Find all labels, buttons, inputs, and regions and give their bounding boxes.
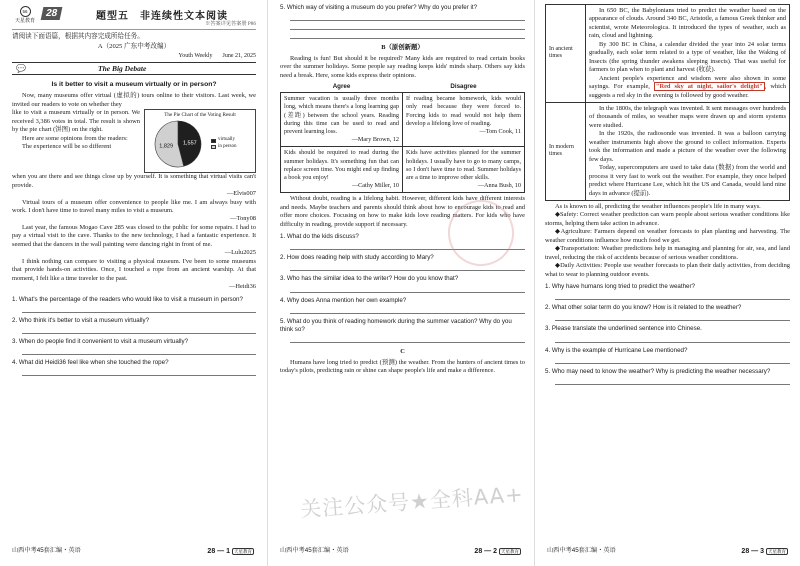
intro-paragraph: Now, many museums offer virtual (虚拟的) tours online to their visitors. Last week, we invited our readers to vote on whether they — [12, 92, 256, 108]
section-a-label: A（2025 广东中考改编） — [97, 42, 171, 50]
answer-line[interactable] — [555, 376, 790, 385]
footer-badge: 天星教育 — [234, 548, 252, 554]
page-number: 28 — 1 — [207, 547, 230, 555]
footer-book-title: 山西中考45套汇编・英语 — [12, 547, 81, 555]
answer-line[interactable] — [290, 21, 525, 30]
chart-legend — [211, 137, 236, 150]
opinion-text: If reading became homework, kids would only read because they were forced to. Forcing kids to read would not help them develop a lifelong love of reading. — [406, 95, 521, 127]
question-b3: 3. Who has the similar idea to the writer? How do you know that? — [280, 275, 459, 283]
opinion-cell — [403, 93, 525, 147]
legend-item-in-person — [211, 144, 236, 151]
answer-line[interactable] — [22, 304, 256, 313]
bullet-agriculture: ◆Agriculture: Farmers depend on weather forecasts to plan planting and harvesting. The weather conditions influence how much food we get. — [545, 228, 790, 244]
answer-line[interactable] — [22, 325, 256, 334]
banner-title: The Big Debate — [98, 64, 147, 74]
section-b-intro: Reading is fun! But should it be required? Many kids are required to read certain books over the summer holidays. Some people say reading keeps kids' minds sharp. Others say kids need a break. Here, some kids express their opinions. — [280, 54, 525, 79]
signature: —Mary Brown, 12 — [351, 136, 399, 144]
publisher-logo — [14, 6, 36, 25]
legend-item-virtually — [211, 137, 236, 144]
opinion-cell — [281, 93, 403, 147]
question-2: 2. Who think it's better to visit a museum virtually? — [12, 316, 150, 324]
signature: —Anna Bush, 10 — [477, 182, 521, 190]
ancient-paragraph-2: By 300 BC in China, a calendar divided the year into 24 solar terms gradually, each solar term related to a type of weather, like the Waking of Insects (the spring thunder awakens sleeping insects). That was useful for farmers to plan when to plant and harvest (收获). — [589, 40, 786, 74]
pie-data-label: 1,829 — [159, 143, 174, 150]
answer-line[interactable] — [22, 367, 256, 376]
opinion-text: Summer vacation is usually three months long, which means there's a long learning gap (差距) between the school years. Reading during this time can be used to read and prevent learning loss. — [284, 95, 399, 135]
bullet-transportation: ◆Transportation: Weather predictions help in managing and planning for air, sea, and land travel, reducing the risk of accidents because of serious weather conditions. — [545, 245, 790, 261]
row-label-ancient: In ancient times — [546, 5, 586, 103]
modern-paragraph-2: In the 1920s, the radiosonde was invented. It was a balloon carrying weather instruments high above the ground to collect information. Experts took the information and made a picture of the weather over the following few days. — [589, 130, 786, 163]
modern-paragraph-3: Today, supercomputers are used to take data (数据) from the world and process it very fast to work out the weather. For example, they once helped predict where Hurricane Lee, which hit the US and Canada, would land nine days in advance (提前). — [589, 164, 786, 197]
question-b4: 4. Why does Anna mention her own example? — [280, 296, 407, 304]
question-b5: 5. What do you think of reading homework during the summer vacation? Why do you think so? — [280, 317, 512, 333]
page-1 — [0, 0, 266, 566]
signature: —Tony08 — [230, 215, 256, 223]
question-a5: 5. Which way of visiting a museum do you prefer? Why do you prefer it? — [280, 4, 478, 11]
opinion-cell — [281, 147, 403, 193]
section-b-label: B（原创新题） — [381, 44, 424, 52]
issue-date: June 21, 2025 — [222, 53, 256, 60]
answer-line[interactable] — [22, 346, 256, 355]
answer-line[interactable] — [290, 12, 525, 21]
column-disagree: Disagree — [450, 83, 477, 90]
opinion-4: I think nothing can compare to visiting a physical museum. I've been to some museums that provide hands-on activities. Once, I touched a rope from an ancient warship. At that moment, I felt like a time traveler to the past. — [12, 257, 256, 282]
section-title: 题型五 非连续性文本阅读 — [96, 11, 228, 22]
influence-intro: As is known to all, predicting the weather influences people's life in many ways. — [555, 202, 761, 210]
section-c-label: C — [400, 348, 405, 356]
question-4: 4. What did Heidi36 feel like when she touched the rope? — [12, 359, 169, 367]
answer-line[interactable] — [290, 305, 525, 314]
signature: —Heidi36 — [229, 283, 256, 291]
opinions-intro: Here are some opinions from the readers: — [22, 134, 128, 142]
bullet-daily-activities: ◆Daily Activities: People use weather forecasts to plan their daily activities, from deciding what to wear to planning outdoor events. — [545, 262, 790, 278]
question-c4: 4. Why is the example of Hurricane Lee mentioned? — [545, 346, 688, 354]
intro-continued: like to visit a museum virtually or in person. We received 3,386 votes in total. The result is shown by the pie chart (饼图) on the right. — [12, 109, 140, 134]
page-number: 28 — 2 — [474, 547, 497, 555]
instruction: 请阅读下面语篇，根据其内容完成所给任务。 — [12, 33, 144, 40]
logo-circle: 56 — [20, 6, 31, 17]
opinion-text: Kids have activities planned for the summer holidays. I usually have to go to many camps, so I don't have time to read. Summer holidays are a time to improve other skills. — [406, 149, 521, 181]
answer-line[interactable] — [555, 291, 790, 300]
highlighted-saying: "Red sky at night, sailor's delight" — [655, 83, 763, 91]
debate-banner — [12, 63, 256, 75]
article-title: Is it better to visit a museum virtually or in person? — [51, 81, 217, 89]
question-b2: 2. How does reading help with study according to Mary? — [280, 254, 434, 262]
page-footer — [0, 547, 266, 556]
speech-bubble-icon: 💬 — [16, 64, 26, 74]
newspaper-line — [12, 53, 256, 63]
logo-text: 天星教育 — [14, 18, 35, 24]
opinion-cell — [403, 147, 525, 193]
footer-badge: 天星教育 — [768, 548, 786, 554]
page-number: 28 — 3 — [741, 547, 764, 555]
watermark: 关注公众号★全科AA+ — [299, 482, 525, 522]
pie-chart — [144, 109, 256, 173]
page-3 — [534, 0, 800, 566]
saying-intro: Ancient people's experience and wisdom were also shown in some sayings. For example, — [589, 74, 786, 91]
question-3: 3. When do people find it convenient to visit a museum virtually? — [12, 337, 189, 345]
answer-line[interactable] — [555, 312, 790, 321]
question-c3: 3. Please translate the underlined sentence into Chinese. — [545, 325, 702, 333]
question-c5: 5. Who may need to know the weather? Why is predicting the weather necessary? — [545, 367, 771, 375]
row-label-modern: In modern times — [546, 102, 586, 200]
page-2 — [267, 0, 533, 566]
opinion-text: Kids should be required to read during the summer holidays. It's something fun that can replace screen time. You might end up finding a book you enjoy! — [284, 149, 399, 181]
footer-book-title: 山西中考45套汇编・英语 — [280, 547, 349, 555]
weather-history-table — [545, 4, 790, 201]
question-1: 1. What's the percentage of the readers who would like to visit a museum in person? — [12, 295, 243, 303]
answer-line[interactable] — [555, 355, 790, 364]
section-c-intro: Humans have long tried to predict (预测) the weather. From the hunters of ancient times to today's pilots, predicting rain or shine can shape people's life and make a difference. — [280, 358, 525, 375]
footer-badge: 天星教育 — [501, 548, 519, 554]
answer-line[interactable] — [290, 334, 525, 343]
ancient-content — [586, 5, 790, 103]
modern-paragraph-1: In the 1800s, the telegraph was invented. It sent messages over hundreds of thousands of miles, so weather maps were drawn up and storm systems were studied. — [589, 104, 786, 129]
pie-section — [12, 109, 256, 173]
signature: —Lulu2025 — [224, 249, 256, 257]
answer-line[interactable] — [555, 334, 790, 343]
ancient-paragraph-3 — [589, 75, 786, 100]
answer-line[interactable] — [290, 284, 525, 293]
legend-swatch — [211, 139, 216, 143]
chart-title: The Pie Chart of the Voting Result — [164, 112, 236, 119]
signature: —Tom Cook, 11 — [479, 127, 521, 135]
opinion-3: Last year, the famous Mogao Cave 285 was closed to the public for some repairs. I had to pay a virtual visit to the cave. Thanks to the new technology, I had a fantastic experience. It seemed that the dancers in the wall painting were dancing right in front of me. — [12, 223, 256, 248]
section-b-outro: Without doubt, reading is a lifelong habit. However, different kids have different interests and needs. Maybe teachers and parents should think about how to encourage kids to read and offer more choices. Focusing on how to make kids love reading matters. For kids who have difficulty in reading, provide support if necessary. — [280, 195, 525, 228]
answer-reference: ※答案详见答案册 P86 — [205, 21, 256, 27]
legend-label: virtually — [218, 137, 235, 143]
question-c2: 2. What other solar term do you know? How is it related to the weather? — [545, 304, 742, 312]
ancient-paragraph-1: In 650 BC, the Babylonians tried to predict the weather based on the appearance of clouds. Around 340 BC, Aristotle, a famous Greek thinker and scientist, wrote Meteorologica. It introduced the types of weather, such as rain, cloud and lightning. — [589, 7, 786, 40]
signature: —Cathy Miller, 10 — [351, 182, 399, 190]
column-agree: Agree — [332, 83, 351, 90]
question-c1: 1. Why have humans long tried to predict the weather? — [545, 283, 695, 291]
opinion-1-end: when you are there and see things close up by yourself. It is something that virtual visits can't provide. — [12, 173, 256, 189]
question-b1: 1. What do the kids discuss? — [280, 233, 359, 241]
legend-label: in person — [218, 144, 237, 150]
newspaper-name: Youth Weekly — [178, 53, 213, 60]
legend-swatch — [211, 145, 216, 149]
modern-content — [586, 102, 790, 200]
page-footer — [268, 547, 533, 556]
opinion-2: Virtual tours of a museum offer convenience to people like me. I am always busy with work. I don't have time to travel many miles to visit a museum. — [12, 198, 256, 214]
opinion-1-start: The experience will be so different — [22, 143, 112, 150]
signature: —Elvis007 — [226, 190, 256, 198]
pie-data-label: 1,557 — [182, 140, 197, 147]
pie-svg — [147, 119, 209, 169]
footer-book-title: 山西中考45套汇编・英语 — [547, 547, 616, 555]
bullet-safety: ◆Safety: Correct weather prediction can warn people about serious weather conditions like storms, helping them take action in advance. — [545, 211, 790, 227]
saying-explanation: , which suggests a red sky in the evening is followed by good weather. — [589, 83, 786, 99]
page-header — [12, 4, 256, 30]
debate-table — [280, 82, 525, 193]
answer-line[interactable] — [290, 30, 525, 39]
page-footer — [535, 547, 800, 556]
section-number: 28 — [41, 7, 63, 20]
